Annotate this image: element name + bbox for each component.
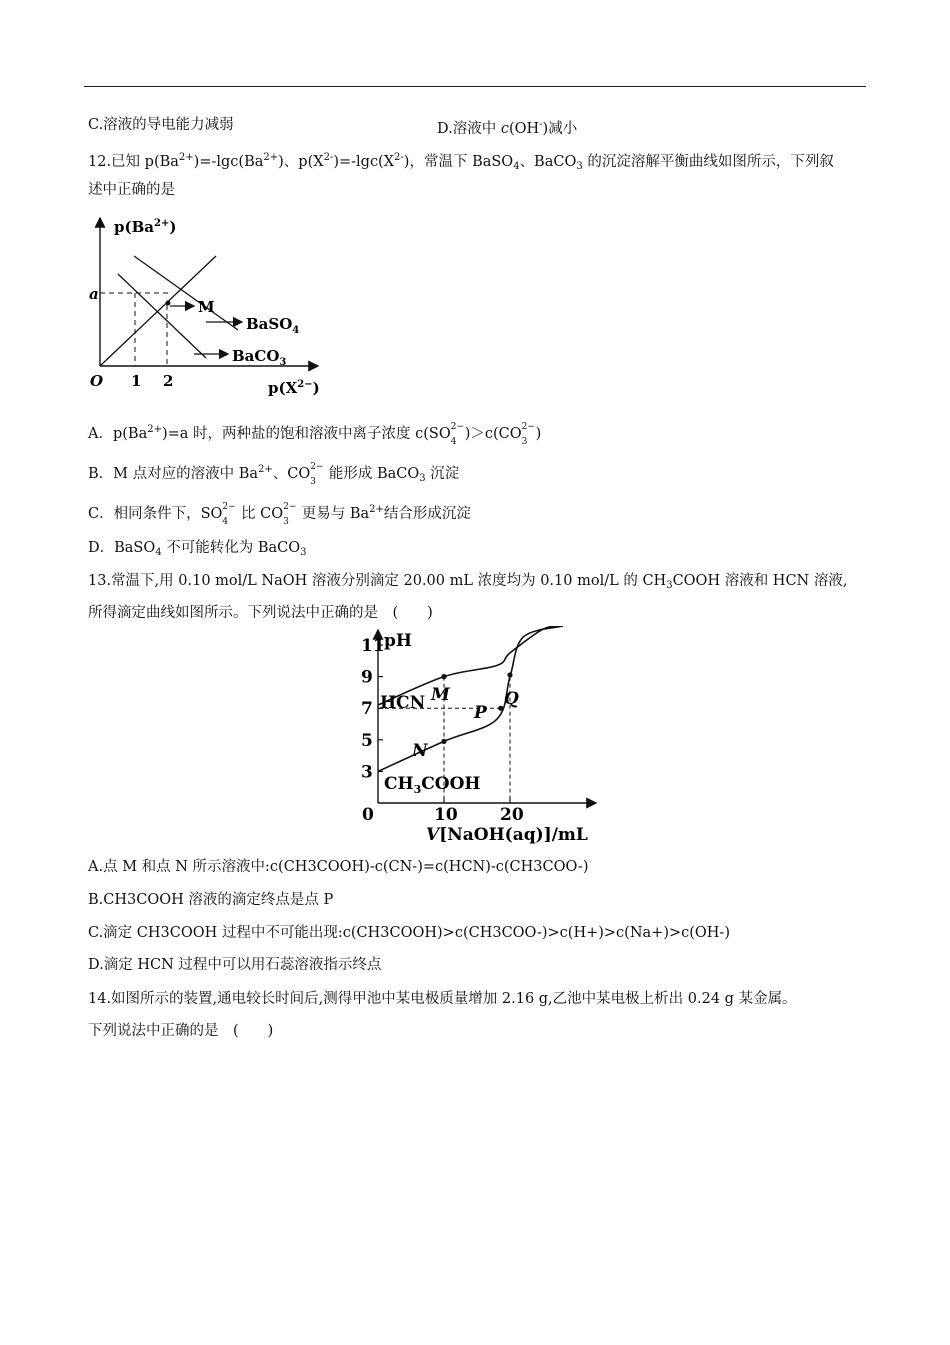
q14-stem-line2: 下列说法中正确的是 ( ) bbox=[88, 1023, 274, 1039]
q11-option-c[interactable]: C.溶液的导电能力减弱 bbox=[88, 117, 234, 133]
q13-y-tick-label: 11 bbox=[361, 636, 385, 656]
q12-origin: O bbox=[90, 372, 104, 390]
q12-label-m: M bbox=[198, 298, 215, 316]
q12-option-a[interactable]: A．$p(Ba^{2+})=a$ 时，两种盐的饱和溶液中离子浓度 c(SO 2− 4 )＞c(CO 2− 3 ) bbox=[88, 422, 542, 447]
q12-baco3-curve bbox=[118, 274, 206, 358]
q13-y-tick-label: 3 bbox=[361, 762, 373, 783]
q13-x-tick-label: 20 bbox=[500, 805, 524, 825]
q13-y-tick-label: 7 bbox=[361, 699, 373, 720]
q13-option-b[interactable]: B.CH3COOH 溶液的滴定终点是点 P bbox=[88, 892, 334, 908]
q13-origin: 0 bbox=[362, 805, 374, 825]
q12-option-c[interactable]: C．相同条件下，SO 2− 4 比 CO 2− 3 更易与 $Ba^{2+}$结合形成沉淀 bbox=[88, 502, 471, 527]
q13-titration-chart bbox=[340, 626, 610, 848]
q13-label-q: Q bbox=[504, 689, 519, 709]
q12-y-label: $p(Ba^{2+})$ bbox=[114, 218, 177, 236]
q13-y-tick-label: 5 bbox=[361, 730, 373, 751]
q13-point-m bbox=[441, 674, 446, 679]
q12-label-baso4: BaSO$_4$ bbox=[246, 315, 300, 336]
q12-tick-a: a bbox=[89, 285, 99, 303]
q12-point-m bbox=[166, 301, 171, 306]
q13-y-label: pH bbox=[384, 631, 412, 651]
q13-label-hcn: HCN bbox=[380, 693, 426, 713]
q13-label-p: P bbox=[474, 703, 487, 723]
q12-label-baco3: BaCO$_3$ bbox=[232, 347, 287, 368]
q12-x-label: $p(X^{2-})$ bbox=[268, 379, 320, 397]
q12-stem-line1: 12.已知 $p(Ba^{2+})=-\lg c(Ba^{2+})$、$p(X^{2-})=-\lg c(X^{2-})$，常温下 BaSO$_4$、BaCO$_3$ 的沉淀溶解平衡曲线如图所示，下列叙 bbox=[88, 152, 834, 172]
q13-label-n: N bbox=[412, 741, 428, 761]
header-rule bbox=[84, 86, 866, 87]
q12-option-d[interactable]: D．BaSO$_4$ 不可能转化为 BaCO$_3$ bbox=[88, 540, 307, 558]
q13-option-d[interactable]: D.滴定 HCN 过程中可以用石蕊溶液指示终点 bbox=[88, 957, 382, 973]
q12-tick-2: 2 bbox=[163, 372, 174, 390]
q13-label-ch3cooh: $CH_3COOH$ bbox=[384, 774, 481, 796]
q12-stem-line2: 述中正确的是 bbox=[88, 182, 175, 198]
q13-x-label: V[NaOH(aq)]/mL bbox=[426, 825, 588, 845]
q12-option-b[interactable]: B．M 点对应的溶液中 $Ba^{2+}$、CO 2− 3 能形成 BaCO$_3$ 沉淀 bbox=[88, 462, 460, 487]
q13-y-tick-label: 9 bbox=[361, 667, 373, 688]
q13-option-a[interactable]: A.点 M 和点 N 所示溶液中:c(CH3COOH)-c(CN-)=c(HCN)-c(CH3COO-) bbox=[88, 859, 589, 875]
q13-point-q bbox=[507, 672, 512, 677]
q11-option-d[interactable]: D.溶液中 c(OH-)减小 bbox=[437, 119, 578, 137]
q14-stem-line1: 14.如图所示的装置,通电较长时间后,测得甲池中某电极质量增加 2.16 g,乙池中某电极上析出 0.24 g 某金属。 bbox=[88, 991, 797, 1007]
q13-x-ticks bbox=[434, 798, 524, 825]
q12-tick-1: 1 bbox=[131, 372, 142, 390]
q13-x-tick-label: 10 bbox=[434, 805, 458, 825]
q13-point-p bbox=[498, 706, 503, 711]
q13-point-n bbox=[441, 739, 446, 744]
q13-stem-line2: 所得滴定曲线如图所示。下列说法中正确的是 ( ) bbox=[88, 605, 433, 621]
q13-stem-line1: 13.常温下,用 0.10 mol/L NaOH 溶液分别滴定 20.00 mL 浓度均为 0.10 mol/L 的 $CH_3COOH$ 溶液和 HCN 溶液, bbox=[88, 573, 848, 591]
q12-solubility-diagram bbox=[86, 208, 336, 408]
q13-option-c[interactable]: C.滴定 CH3COOH 过程中不可能出现:c(CH3COOH)>c(CH3COO-)>c(H+)>c(Na+)>c(OH-) bbox=[88, 925, 730, 941]
q13-label-m: M bbox=[431, 685, 450, 705]
